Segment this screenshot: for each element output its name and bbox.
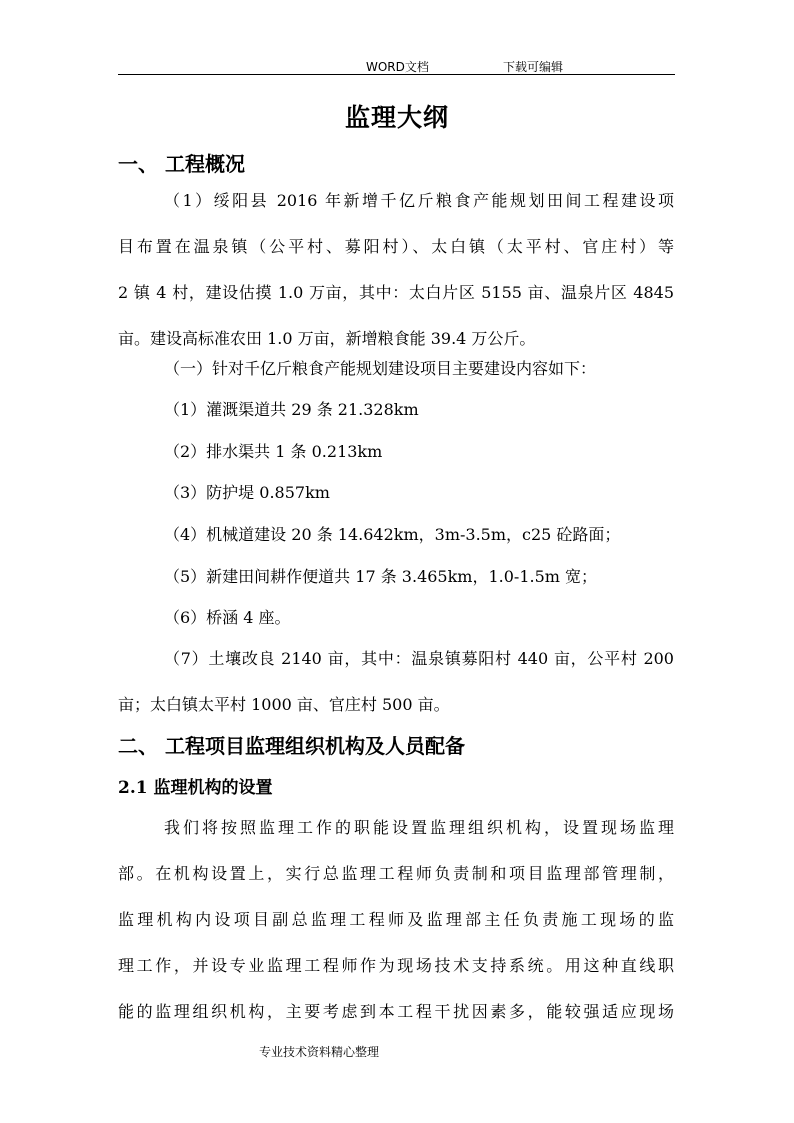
header-rule [118, 74, 675, 75]
paragraph-line: 我们将按照监理工作的职能设置监理组织机构，设置现场监理 [164, 818, 674, 837]
header-right-text: 下载可编辑 [503, 60, 564, 74]
item-7-paragraph [118, 636, 674, 728]
section-1-paragraph [118, 178, 674, 362]
paragraph-line: 能的监理组织机构，主要考虑到本工程干扰因素多，能较强适应现场 [118, 1002, 674, 1021]
list-item: （3）防护堤 0.857km [164, 483, 330, 502]
paragraph-line: 亩；太白镇太平村 1000 亩、官庄村 500 亩。 [118, 695, 450, 714]
list-item: （1）灌溉渠道共 29 条 21.328km [164, 400, 419, 419]
paragraph-line: （1）绥阳县 2016 年新增千亿斤粮食产能规划田间工程建设项 [164, 191, 674, 210]
paragraph-line: （7）土壤改良 2140 亩，其中：温泉镇募阳村 440 亩，公平村 200 [164, 649, 674, 668]
list-item: （2）排水渠共 1 条 0.213km [164, 442, 383, 461]
construction-intro: （一）针对千亿斤粮食产能规划建设项目主要建设内容如下： [164, 359, 597, 378]
paragraph-line: 2 镇 4 村，建设估摸 1.0 万亩，其中：太白片区 5155 亩、温泉片区 4845 [118, 283, 674, 302]
document-title: 监理大纲 [344, 103, 449, 132]
paragraph-line: 部。在机构设置上，实行总监理工程师负责制和项目监理部管理制， [118, 864, 674, 883]
paragraph-line: 理工作，并设专业监理工程师作为现场技术支持系统。用这种直线职 [118, 956, 674, 975]
section-2-heading: 二、 工程项目监理组织机构及人员配备 [118, 734, 465, 758]
section-1-heading: 一、 工程概况 [118, 152, 245, 176]
paragraph-line: 监理机构内设项目副总监理工程师及监理部主任负责施工现场的监 [118, 910, 674, 929]
list-item: （6）桥涵 4 座。 [164, 608, 291, 627]
subsection-2-1-heading: 2.1 监理机构的设置 [118, 778, 273, 798]
footer-text: 专业技术资料精心整理 [259, 1045, 380, 1059]
list-item: （4）机械道建设 20 条 14.642km，3m-3.5m，c25 砼路面； [164, 525, 621, 544]
section-2-paragraph [118, 805, 674, 1035]
paragraph-line: 目布置在温泉镇（公平村、募阳村）、太白镇（太平村、官庄村）等 [118, 237, 674, 256]
list-item: （5）新建田间耕作便道共 17 条 3.465km，1.0-1.5m 宽； [164, 567, 598, 586]
paragraph-line: 亩。建设高标准农田 1.0 万亩，新增粮食能 39.4 万公斤。 [118, 329, 536, 348]
header-left-text: WORD文档 [366, 60, 429, 74]
